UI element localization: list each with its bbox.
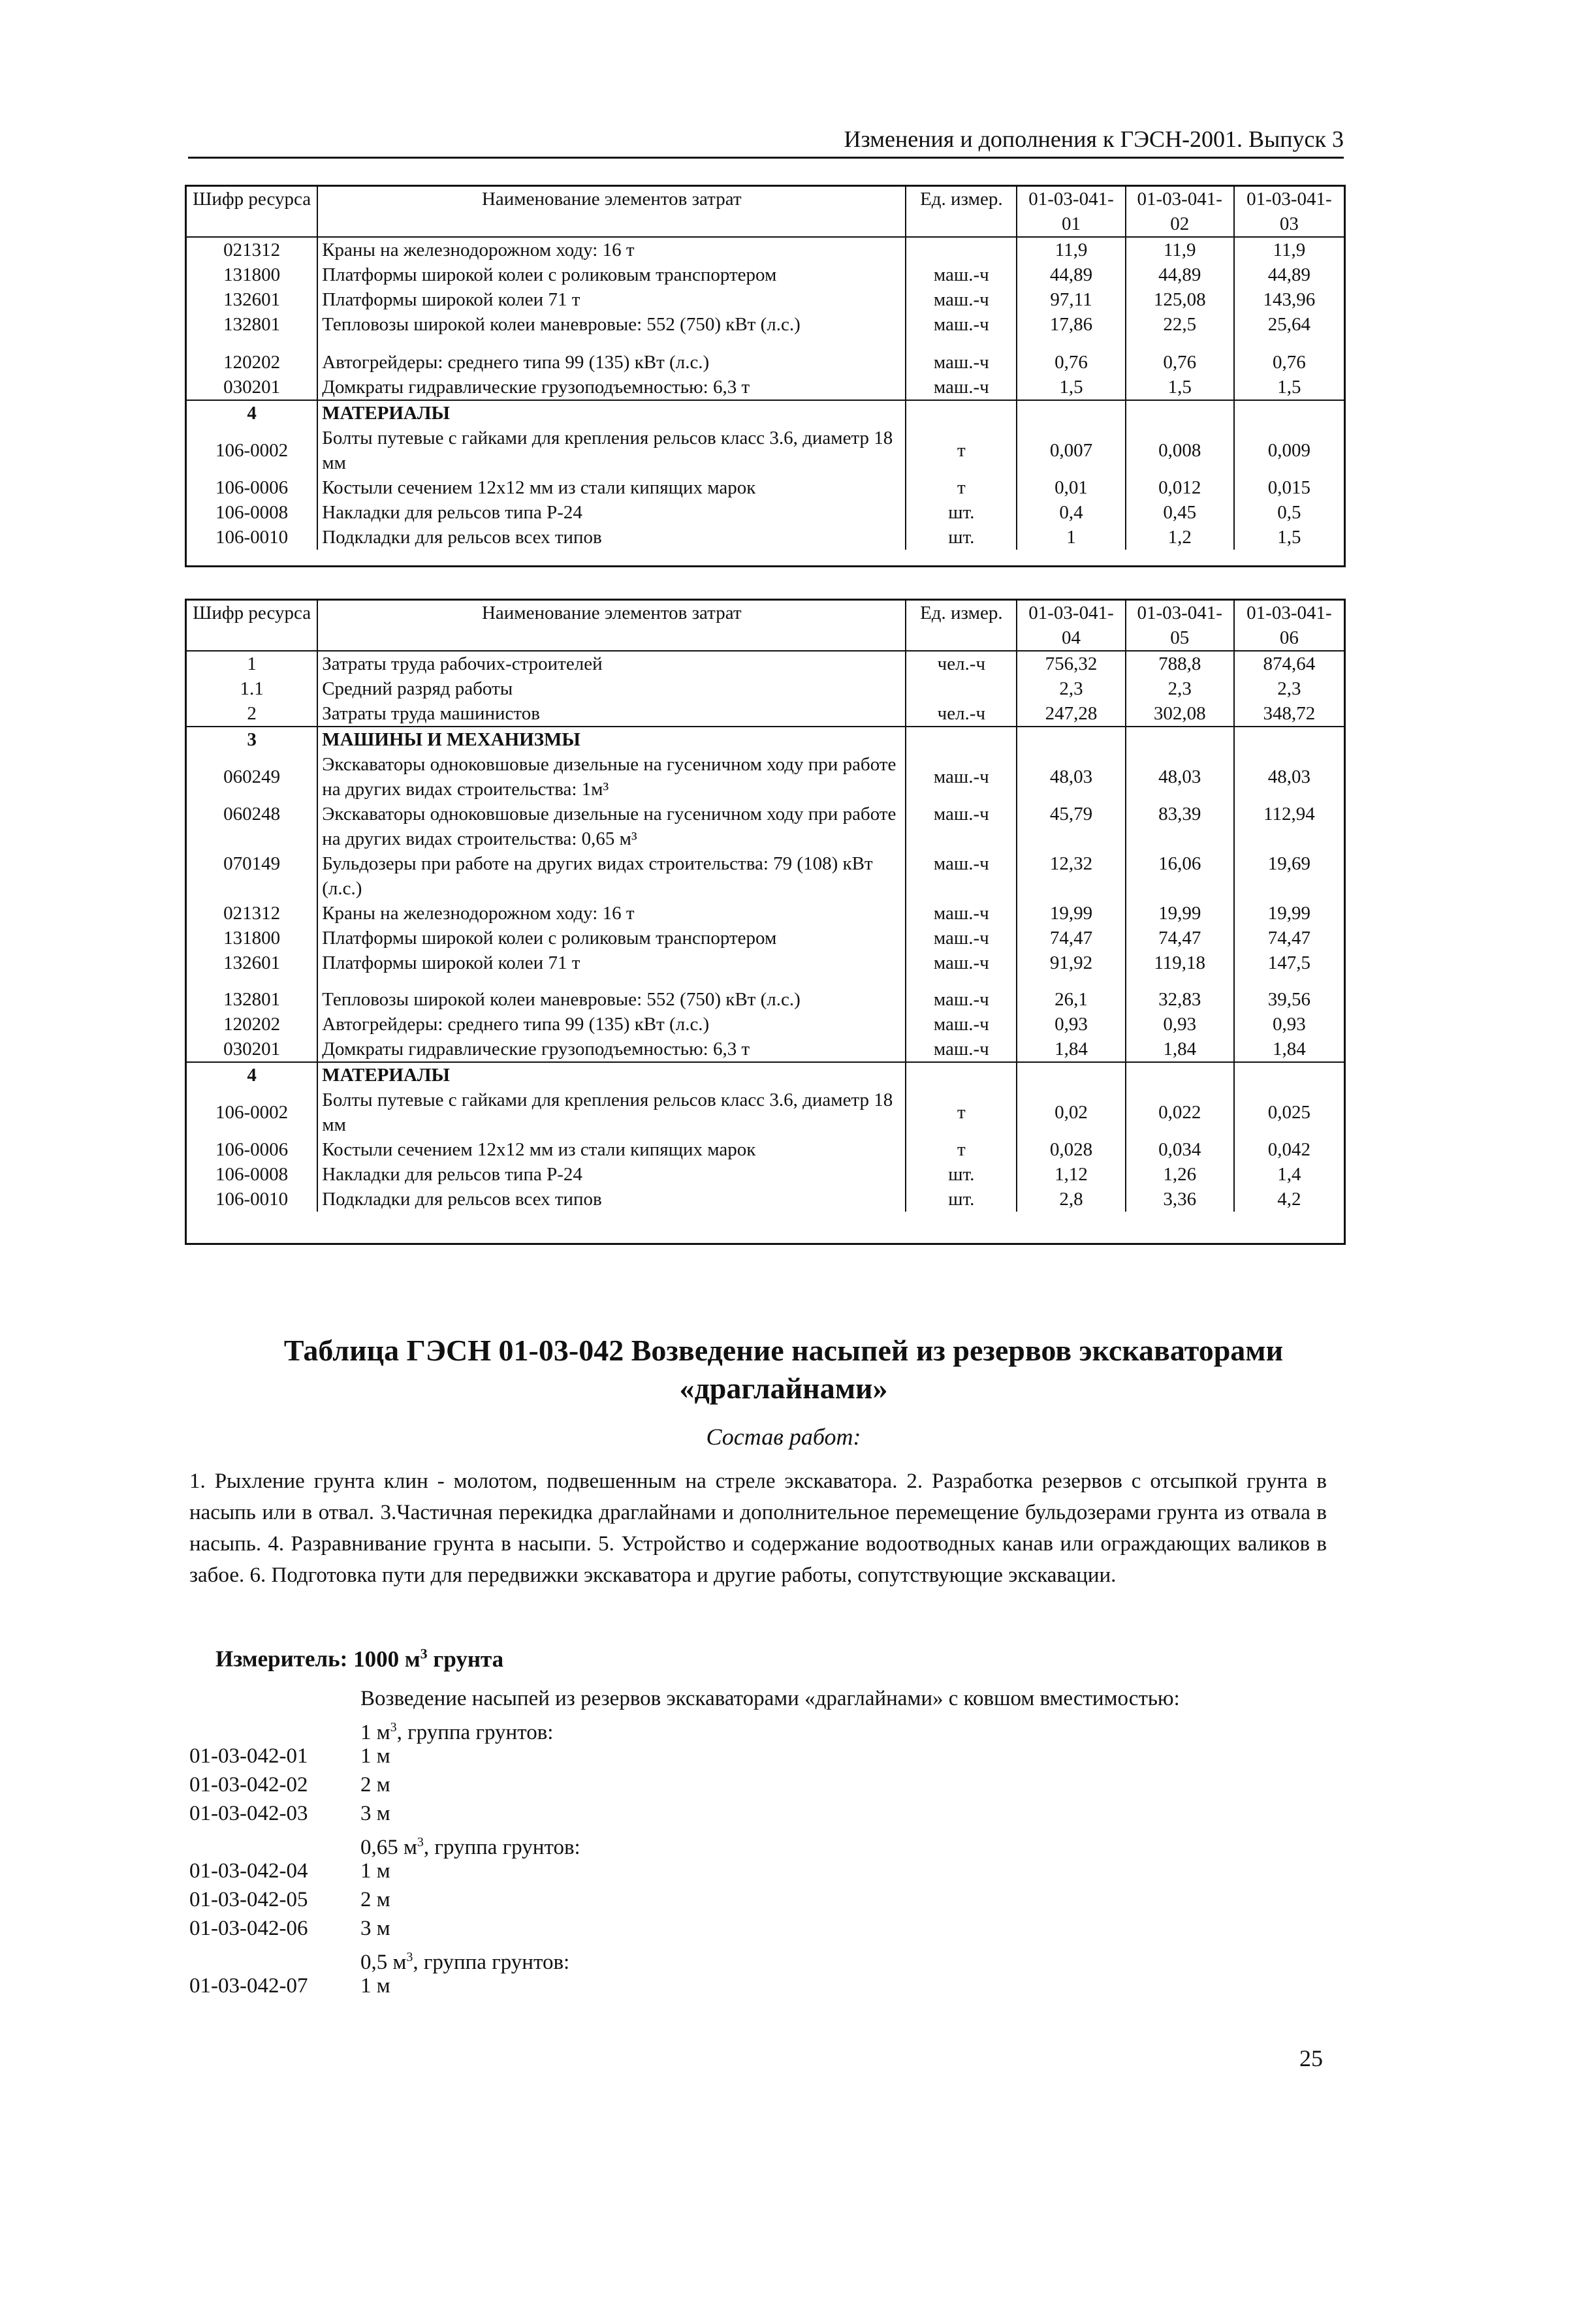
table-row <box>187 500 1344 525</box>
resource-name: Экскаваторы одноковшовые дизельные на гусеничном ходу при работе на других видах строительства: 1м³ <box>317 752 906 802</box>
value-2: 83,39 <box>1126 802 1234 851</box>
value-3: 19,99 <box>1234 901 1344 926</box>
value-2: 788,8 <box>1126 651 1234 676</box>
resource-code: 106-0010 <box>215 1189 289 1210</box>
value-3: 0,5 <box>1234 500 1344 525</box>
section-title-line-2: «драглайнами» <box>679 1372 888 1405</box>
value-2: 302,08 <box>1126 701 1234 727</box>
unit: т <box>906 426 1017 475</box>
table-row <box>187 1137 1344 1162</box>
table-row <box>187 975 1344 1012</box>
value-2: 74,47 <box>1126 926 1234 950</box>
resource-table-2 <box>187 601 1344 1212</box>
norm-code: 01-03-042-07 <box>189 1974 308 1998</box>
value-3 <box>1234 400 1344 426</box>
value-2: 1,84 <box>1126 1037 1234 1062</box>
value-1: 2,8 <box>1017 1187 1125 1212</box>
table-row <box>187 950 1344 975</box>
resource-code: 131800 <box>223 264 281 285</box>
table-row <box>187 1037 1344 1062</box>
value-3: 4,2 <box>1234 1187 1344 1212</box>
value-3: 74,47 <box>1234 926 1344 950</box>
table-row <box>187 400 1344 426</box>
unit: маш.-ч <box>906 375 1017 400</box>
resource-name: Домкраты гидравлические грузоподъемностью: 6,3 т <box>317 1037 906 1062</box>
resource-name: Автогрейдеры: среднего типа 99 (135) кВт (л.с.) <box>317 337 906 375</box>
page-number: 25 <box>1299 2045 1323 2071</box>
table-row <box>187 651 1344 676</box>
resource-name: Краны на железнодорожном ходу: 16 т <box>317 237 906 262</box>
value-1 <box>1017 727 1125 752</box>
meter-line <box>215 1645 503 1672</box>
norm-code: 01-03-042-03 <box>189 1802 308 1825</box>
value-2: 44,89 <box>1126 262 1234 287</box>
norm-text: 3 м <box>360 1917 390 1940</box>
resource-name: Бульдозеры при работе на других видах строительства: 79 (108) кВт (л.с.) <box>317 851 906 901</box>
resource-code: 070149 <box>223 853 281 874</box>
resource-code: 060249 <box>223 766 281 787</box>
value-1 <box>1017 400 1125 426</box>
value-1: 756,32 <box>1017 651 1125 676</box>
value-3: 0,015 <box>1234 475 1344 500</box>
resource-name: Тепловозы широкой колеи маневровые: 552 (750) кВт (л.с.) <box>317 312 906 337</box>
resource-name: Накладки для рельсов типа Р-24 <box>317 500 906 525</box>
resource-code: 131800 <box>223 928 281 949</box>
resource-name: Болты путевые с гайками для крепления рельсов класс 3.6, диаметр 18 мм <box>317 426 906 475</box>
resource-code: 132801 <box>223 314 281 335</box>
value-2: 0,93 <box>1126 1012 1234 1037</box>
value-3: 48,03 <box>1234 752 1344 802</box>
value-2: 125,08 <box>1126 287 1234 312</box>
norm-text: 1 м <box>360 1974 390 1998</box>
unit: маш.-ч <box>906 262 1017 287</box>
resource-code: 106-0002 <box>215 1102 289 1123</box>
resource-code: 2 <box>247 703 257 724</box>
value-1: 91,92 <box>1017 950 1125 975</box>
resource-code: 030201 <box>223 1039 281 1060</box>
unit: т <box>906 1088 1017 1137</box>
value-3: 11,9 <box>1234 237 1344 262</box>
value-3: 1,84 <box>1234 1037 1344 1062</box>
value-3: 19,69 <box>1234 851 1344 901</box>
col-header-name: Наименование элементов затрат <box>317 187 906 237</box>
resource-code: 106-0006 <box>215 477 289 498</box>
unit: шт. <box>906 525 1017 550</box>
resource-code: 120202 <box>223 352 281 373</box>
value-1: 0,01 <box>1017 475 1125 500</box>
resource-code: 021312 <box>223 240 281 260</box>
norm-text: 2 м <box>360 1888 390 1911</box>
table-row <box>187 802 1344 851</box>
col-header-code: Шифр ресурса <box>187 601 317 651</box>
intro-text: Возведение насыпей из резервов экскаваторами «драглайнами» с ковшом вместимостью: <box>360 1687 1180 1710</box>
value-1: 45,79 <box>1017 802 1125 851</box>
value-2: 0,76 <box>1126 337 1234 375</box>
value-1: 19,99 <box>1017 901 1125 926</box>
table-row <box>187 375 1344 400</box>
col-header-norm-1: 01-03-041-01 <box>1017 187 1125 237</box>
resource-code: 106-0008 <box>215 502 289 523</box>
unit <box>906 237 1017 262</box>
unit: маш.-ч <box>906 312 1017 337</box>
resource-name: Костыли сечением 12х12 мм из стали кипящих марок <box>317 475 906 500</box>
value-1: 26,1 <box>1017 975 1125 1012</box>
table-row <box>187 727 1344 752</box>
meter-label: Измеритель: <box>215 1646 348 1672</box>
unit: т <box>906 475 1017 500</box>
col-header-unit: Ед. измер. <box>906 187 1017 237</box>
value-1: 1,5 <box>1017 375 1125 400</box>
col-header-unit: Ед. измер. <box>906 601 1017 651</box>
col-header-norm-6: 01-03-041-06 <box>1234 601 1344 651</box>
col-header-name: Наименование элементов затрат <box>317 601 906 651</box>
col-header-code: Шифр ресурса <box>187 187 317 237</box>
resource-name: Платформы широкой колеи 71 т <box>317 950 906 975</box>
unit: чел.-ч <box>906 651 1017 676</box>
value-1: 0,93 <box>1017 1012 1125 1037</box>
value-2: 2,3 <box>1126 676 1234 701</box>
value-2: 32,83 <box>1126 975 1234 1012</box>
table-row <box>187 901 1344 926</box>
value-1: 48,03 <box>1017 752 1125 802</box>
value-1: 11,9 <box>1017 237 1125 262</box>
unit <box>906 1062 1017 1088</box>
table-row <box>187 337 1344 375</box>
unit: шт. <box>906 500 1017 525</box>
unit: маш.-ч <box>906 1012 1017 1037</box>
value-1: 0,028 <box>1017 1137 1125 1162</box>
value-3: 143,96 <box>1234 287 1344 312</box>
norm-code: 01-03-042-05 <box>189 1888 308 1911</box>
resource-code: 060248 <box>223 804 281 824</box>
resource-name: Болты путевые с гайками для крепления рельсов класс 3.6, диаметр 18 мм <box>317 1088 906 1137</box>
works-subtitle: Состав работ: <box>706 1424 861 1450</box>
unit: чел.-ч <box>906 701 1017 727</box>
value-3: 44,89 <box>1234 262 1344 287</box>
value-1: 0,76 <box>1017 337 1125 375</box>
unit: маш.-ч <box>906 337 1017 375</box>
resource-name: Платформы широкой колеи 71 т <box>317 287 906 312</box>
table-row <box>187 475 1344 500</box>
norm-code: 01-03-042-06 <box>189 1917 308 1940</box>
value-3: 1,5 <box>1234 375 1344 400</box>
unit: маш.-ч <box>906 926 1017 950</box>
value-1: 17,86 <box>1017 312 1125 337</box>
resource-name: Платформы широкой колеи с роликовым транспортером <box>317 926 906 950</box>
resource-name: Костыли сечением 12х12 мм из стали кипящих марок <box>317 1137 906 1162</box>
value-1: 247,28 <box>1017 701 1125 727</box>
document-page: Изменения и дополнения к ГЭСН-2001. Выпуск 3 Шифр ресурса Наименование элементов затрат Ед. измер. 01-03-041-01 01-03-041-02 01-03-041-03 021312 Краны на железнодорожном ходу: 16 т 11,9 11,9 11,9 131800 Платформы широкой колеи с роликовым транспортером маш.-ч 44,89 44,89 44,89 132601 Платформы широкой колеи 71 т маш.-ч 97,11 125,08 143,96 132801 Тепловозы широкой колеи маневровые: 552 (750) кВт (л.с.) маш.-ч 17,86 22,5 25,64 120202 Автогрейдеры: среднего типа 99 (135) кВт (л.с.) маш.-ч 0,76 0,76 0,76 030201 Домкраты гидравлические грузоподъемностью: 6,3 т маш.-ч 1,5 1,5 1,5 4 МАТЕРИАЛЫ 106-0002 Болты путевые с гайками для крепления рельсов класс 3.6, диаметр 18 мм т 0,007 0,008 0,009 106-0006 Костыли сечением 12х12 мм из стали кипящих марок т 0,01 0,012 0,015 106-0008 Накладки для рельсов типа Р-24 шт. 0,4 0,45 0,5 106-0010 Подкладки для рельсов всех типов шт. 1 1,2 1,5 Шифр ресурса Наименование элементов затрат Ед. измер. 01-03-041-04 01-03-041-05 01-03-041-06 1 Затраты труда рабочих-строителей чел.-ч 756,32 788,8 874,64 1.1 Средний разряд работы 2,3 2,3 2,3 2 Затраты труда машинистов чел.-ч 247,28 302,08 348,72 3 МАШИНЫ И МЕХАНИЗМЫ 060249 Экскаваторы одноковшовые дизельные на гусеничном ходу при работе на других видах строительства: 1м³ маш.-ч 48,03 48,03 48,03 060248 Экскаваторы одноковшовые дизельные на гусеничном ходу при работе на других видах строительства: 0,65 м³ маш.-ч 45,79 83,39 112,94 070149 Бульдозеры при работе на других видах строительства: 79 (108) кВт (л.с.) маш.-ч 12,32 16,06 19,69 021312 Краны на железнодорожном ходу: 16 т маш.-ч 19,99 19,99 19,99 131800 Платформы широкой колеи с роликовым транспортером маш.-ч 74,47 74,47 74,47 132601 Платформы широкой колеи 71 т маш.-ч 91,92 119,18 147,5 132801 Тепловозы широкой колеи маневровые: 552 (750) кВт (л.с.) маш.-ч 26,1 32,83 39,56 120202 Автогрейдеры: среднего типа 99 (135) кВт (л.с.) маш.-ч 0,93 0,93 0,93 030201 Домкраты гидравлические грузоподъемностью: 6,3 т маш.-ч 1,84 1,84 1,84 4 МАТЕРИАЛЫ 106-0002 Болты путевые с гайками для крепления рельсов класс 3.6, диаметр 18 мм т 0,02 0,022 0,025 106-0006 Костыли сечением 12х12 мм из стали кипящих марок т 0,028 0,034 0,042 106-0008 Накладки для рельсов типа Р-24 шт. 1,12 1,26 1,4 106-0010 Подкладки для рельсов всех типов шт. 2,8 3,36 4,2 Таблица ГЭСН 01-03-042 Возведение насыпей из резервов экскаваторами «драглайнами» Состав работ: 1. Рыхление грунта клин - молотом, подвешенным на стреле экскаватора. 2. Разработка резервов с отсыпкой грунта в насыпь или в отвал. 3.Частичная перекидка драглайнами и дополнительное перемещение бульдозерами грунта из отвала в насыпь. 4. Разравнивание грунта в насыпи. 5. Устройство и содержание водоотводных канав или ограждающих валиков в забое. 6. Подготовка пути для передвижки экскаватора и другие работы, сопутствующие экскавации. Измеритель: 1000 $м^3$ грунта Возведение насыпей из резервов экскаваторами «драглайнами» с ковшом вместимостью: 1 $м^3$, группа грунтов: 01-03-042-01 1 м 01-03-042-02 2 м 01-03-042-03 3 м 0,65 $м^3$, группа грунтов: 01-03-042-04 1 м 01-03-042-05 2 м 01-03-042-06 3 м 0,5 $м^3$, группа грунтов: 01-03-042-07 1 м 25 <box>0 0 1571 2324</box>
unit: маш.-ч <box>906 975 1017 1012</box>
table-row <box>187 1062 1344 1088</box>
resource-name: Тепловозы широкой колеи маневровые: 552 (750) кВт (л.с.) <box>317 975 906 1012</box>
value-3: 0,025 <box>1234 1088 1344 1137</box>
resource-code: 120202 <box>223 1014 281 1035</box>
value-1: 1,84 <box>1017 1037 1125 1062</box>
table-row <box>187 676 1344 701</box>
norm-code: 01-03-042-02 <box>189 1773 308 1797</box>
resource-name: Экскаваторы одноковшовые дизельные на гусеничном ходу при работе на других видах строительства: 0,65 м³ <box>317 802 906 851</box>
value-2: 0,008 <box>1126 426 1234 475</box>
unit: маш.-ч <box>906 901 1017 926</box>
value-1: 97,11 <box>1017 287 1125 312</box>
value-3: 25,64 <box>1234 312 1344 337</box>
resource-code: 106-0010 <box>215 527 289 548</box>
value-3: 874,64 <box>1234 651 1344 676</box>
value-1: 12,32 <box>1017 851 1125 901</box>
unit: маш.-ч <box>906 287 1017 312</box>
value-2: 19,99 <box>1126 901 1234 926</box>
resource-name: МАШИНЫ И МЕХАНИЗМЫ <box>317 727 906 752</box>
table-row <box>187 287 1344 312</box>
running-header: Изменения и дополнения к ГЭСН-2001. Выпуск 3 <box>188 123 1344 159</box>
resource-code: 106-0002 <box>215 440 289 461</box>
unit: маш.-ч <box>906 851 1017 901</box>
value-2 <box>1126 1062 1234 1088</box>
value-2: 3,36 <box>1126 1187 1234 1212</box>
value-3: 147,5 <box>1234 950 1344 975</box>
table-row <box>187 752 1344 802</box>
table-row <box>187 525 1344 550</box>
value-3: 2,3 <box>1234 676 1344 701</box>
value-2: 0,034 <box>1126 1137 1234 1162</box>
table-row <box>187 1012 1344 1037</box>
value-3: 39,56 <box>1234 975 1344 1012</box>
resource-code: 030201 <box>223 377 281 398</box>
value-2: 0,022 <box>1126 1088 1234 1137</box>
norm-code: 01-03-042-01 <box>189 1744 308 1768</box>
resource-name: Краны на железнодорожном ходу: 16 т <box>317 901 906 926</box>
resource-name: МАТЕРИАЛЫ <box>317 1062 906 1088</box>
resource-name: Подкладки для рельсов всех типов <box>317 1187 906 1212</box>
value-2: 1,2 <box>1126 525 1234 550</box>
resource-code: 132801 <box>223 989 281 1010</box>
value-1: 1 <box>1017 525 1125 550</box>
value-2: 16,06 <box>1126 851 1234 901</box>
table2-header-row <box>187 601 1344 651</box>
resource-name: Накладки для рельсов типа Р-24 <box>317 1162 906 1187</box>
col-header-norm-4: 01-03-041-04 <box>1017 601 1125 651</box>
value-3: 348,72 <box>1234 701 1344 727</box>
table-row <box>187 701 1344 727</box>
value-2: 0,45 <box>1126 500 1234 525</box>
table-row <box>187 851 1344 901</box>
resource-code: 132601 <box>223 952 281 973</box>
resource-code: 132601 <box>223 289 281 310</box>
table1-header-row <box>187 187 1344 237</box>
table-row <box>187 1187 1344 1212</box>
norm-text: 2 м <box>360 1773 390 1797</box>
unit <box>906 676 1017 701</box>
resource-code: 106-0006 <box>215 1139 289 1160</box>
unit: т <box>906 1137 1017 1162</box>
col-header-norm-5: 01-03-041-05 <box>1126 601 1234 651</box>
unit: шт. <box>906 1162 1017 1187</box>
norm-text: 1 м <box>360 1744 390 1768</box>
unit: маш.-ч <box>906 950 1017 975</box>
resource-code: 106-0008 <box>215 1164 289 1185</box>
table-row <box>187 426 1344 475</box>
value-1: 0,4 <box>1017 500 1125 525</box>
unit: маш.-ч <box>906 752 1017 802</box>
value-1: 0,007 <box>1017 426 1125 475</box>
value-2: 1,5 <box>1126 375 1234 400</box>
value-3: 0,76 <box>1234 337 1344 375</box>
value-3 <box>1234 727 1344 752</box>
resource-code: 1.1 <box>240 678 264 699</box>
resource-code: 1 <box>247 653 257 674</box>
value-2: 48,03 <box>1126 752 1234 802</box>
section-title <box>189 1332 1378 1407</box>
value-3: 112,94 <box>1234 802 1344 851</box>
value-1: 2,3 <box>1017 676 1125 701</box>
resource-name: МАТЕРИАЛЫ <box>317 400 906 426</box>
table-row <box>187 312 1344 337</box>
table-row <box>187 237 1344 262</box>
value-1 <box>1017 1062 1125 1088</box>
norm-code: 01-03-042-04 <box>189 1859 308 1883</box>
works-description: 1. Рыхление грунта клин - молотом, подвешенным на стреле экскаватора. 2. Разработка резервов с отсыпкой грунта в насыпь или в отвал. 3.Частичная перекидка драглайнами и дополнительное перемещение бульдозерами грунта из отвала в насыпь. 4. Разравнивание грунта в насыпи. 5. Устройство и содержание водоотводных канав или ограждающих валиков в забое. 6. Подготовка пути для передвижки экскаватора и другие работы, сопутствующие экскавации. <box>189 1469 1327 1587</box>
unit: маш.-ч <box>906 802 1017 851</box>
value-1: 1,12 <box>1017 1162 1125 1187</box>
resource-code: 4 <box>187 1062 317 1088</box>
table-row <box>187 1162 1344 1187</box>
resource-code: 3 <box>187 727 317 752</box>
value-3: 0,009 <box>1234 426 1344 475</box>
table-row <box>187 262 1344 287</box>
col-header-norm-2: 01-03-041-02 <box>1126 187 1234 237</box>
resource-name: Автогрейдеры: среднего типа 99 (135) кВт (л.с.) <box>317 1012 906 1037</box>
norm-text: 3 м <box>360 1802 390 1825</box>
value-1: 0,02 <box>1017 1088 1125 1137</box>
resource-code: 021312 <box>223 903 281 924</box>
value-1: 44,89 <box>1017 262 1125 287</box>
value-2: 119,18 <box>1126 950 1234 975</box>
value-2: 11,9 <box>1126 237 1234 262</box>
resource-name: Подкладки для рельсов всех типов <box>317 525 906 550</box>
value-2 <box>1126 727 1234 752</box>
value-3: 0,042 <box>1234 1137 1344 1162</box>
value-3: 1,4 <box>1234 1162 1344 1187</box>
table-row <box>187 1088 1344 1137</box>
value-3: 0,93 <box>1234 1012 1344 1037</box>
resource-name: Платформы широкой колеи с роликовым транспортером <box>317 262 906 287</box>
norm-text: 1 м <box>360 1859 390 1883</box>
unit: шт. <box>906 1187 1017 1212</box>
resource-name: Домкраты гидравлические грузоподъемностью: 6,3 т <box>317 375 906 400</box>
value-2: 1,26 <box>1126 1162 1234 1187</box>
value-1: 74,47 <box>1017 926 1125 950</box>
resource-name: Затраты труда рабочих-строителей <box>317 651 906 676</box>
value-3 <box>1234 1062 1344 1088</box>
value-2 <box>1126 400 1234 426</box>
unit <box>906 727 1017 752</box>
unit <box>906 400 1017 426</box>
value-2: 22,5 <box>1126 312 1234 337</box>
resource-name: Средний разряд работы <box>317 676 906 701</box>
resource-name: Затраты труда машинистов <box>317 701 906 727</box>
col-header-norm-3: 01-03-041-03 <box>1234 187 1344 237</box>
resource-code: 4 <box>187 400 317 426</box>
meter-value: 1000 $м^3$ грунта <box>353 1645 504 1672</box>
resource-table-1 <box>187 187 1344 550</box>
unit: маш.-ч <box>906 1037 1017 1062</box>
value-3: 1,5 <box>1234 525 1344 550</box>
table-row <box>187 926 1344 950</box>
section-title-line-1: Таблица ГЭСН 01-03-042 Возведение насыпей из резервов экскаваторами <box>283 1334 1284 1367</box>
value-2: 0,012 <box>1126 475 1234 500</box>
